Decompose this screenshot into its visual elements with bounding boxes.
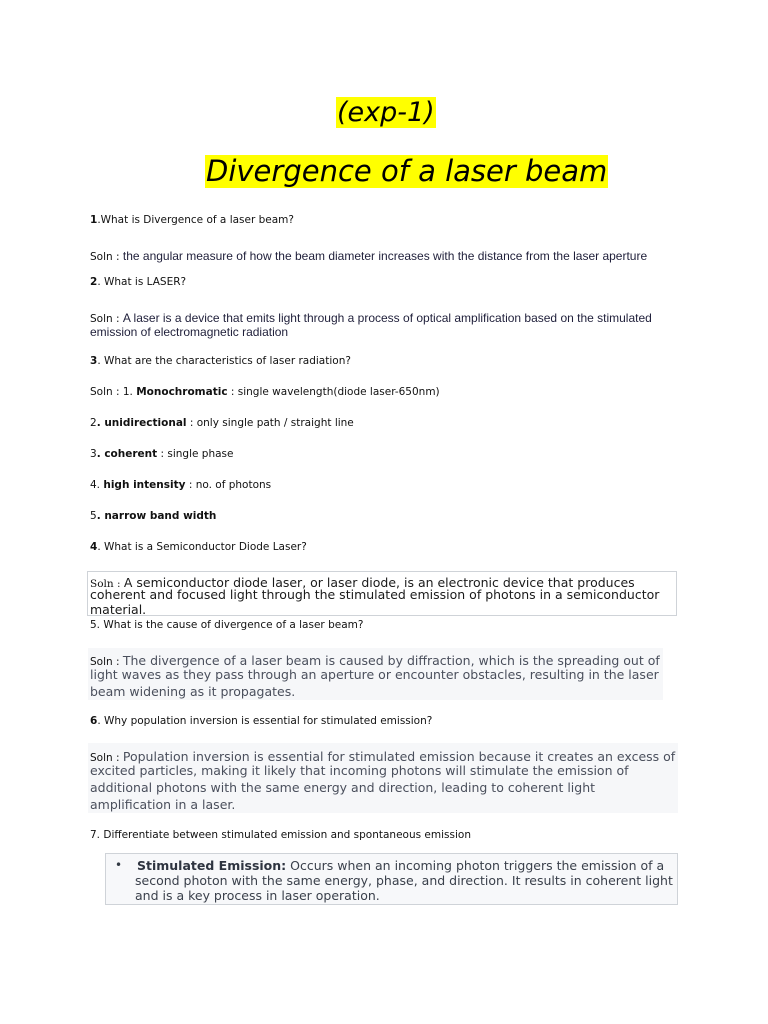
answer-4-line-3: material.	[90, 602, 147, 617]
soln-label: Soln :	[90, 656, 123, 668]
soln-label: Soln :	[90, 386, 123, 398]
characteristic-3-number: 3	[90, 448, 97, 460]
soln-label: Soln :	[90, 251, 123, 263]
answer-2-line-1: A laser is a device that emits light through a process of optical amplification based on the stimulated	[122, 311, 652, 325]
soln-label: Soln :	[90, 313, 123, 325]
question-3-text: . What are the characteristics of laser radiation?	[97, 355, 351, 367]
answer-7-line-3: and is a key process in laser operation.	[135, 888, 380, 903]
answer-6-line-1: Population inversion is essential for stimulated emission because it creates an excess of	[122, 749, 676, 764]
answer-6-line-3: additional photons with the same energy and direction, leading to coherent light	[90, 780, 596, 795]
answer-7-line-1	[137, 858, 664, 873]
characteristic-2-desc: : only single path / straight line	[186, 417, 354, 429]
characteristic-1-term: Monochromatic	[136, 386, 228, 398]
question-1-number: 1	[90, 214, 98, 226]
answer-2-line-2: emission of electromagnetic radiation	[90, 325, 289, 339]
answer-1	[90, 245, 647, 264]
answer-4-line-1: A semiconductor diode laser, or laser diode, is an electronic device that produces	[123, 575, 635, 590]
characteristic-1	[90, 386, 440, 398]
characteristic-4	[90, 479, 271, 491]
question-2	[90, 276, 186, 288]
characteristic-1-desc: : single wavelength(diode laser-650nm)	[227, 386, 440, 398]
bullet-icon: •	[115, 858, 123, 872]
question-2-text: . What is LASER?	[97, 276, 187, 288]
soln-label: Soln :	[90, 752, 123, 764]
answer-7-term: Stimulated Emission	[137, 858, 282, 873]
question-6-text: . Why population inversion is essential for stimulated emission?	[97, 715, 433, 727]
answer-6-line-4: amplification in a laser.	[90, 797, 236, 812]
answer-5-line-3: beam widening as it propagates.	[90, 684, 296, 699]
characteristic-5	[90, 510, 216, 522]
characteristic-5-term: . narrow band width	[96, 510, 217, 522]
question-5: 5. What is the cause of divergence of a laser beam?	[90, 619, 364, 631]
soln-label: Soln :	[90, 578, 124, 590]
question-3-number: 3	[90, 355, 98, 367]
question-6	[90, 715, 432, 727]
question-2-number: 2	[90, 276, 98, 288]
answer-6-line-2: excited particles, making it likely that incoming photons will stimulate the emission of	[90, 763, 629, 778]
characteristic-2-term: . unidirectional	[96, 417, 187, 429]
answer-4-line-2: coherent and focused light through the stimulated emission of photons in a semiconductor	[90, 587, 660, 602]
characteristic-4-number: 4.	[90, 479, 104, 491]
experiment-label: (exp-1)	[337, 97, 435, 128]
answer-2	[90, 307, 652, 326]
characteristic-4-term: high intensity	[103, 479, 186, 491]
characteristic-1-number: 1.	[122, 386, 137, 398]
answer-7-line-2: second photon with the same energy, phase, and direction. It results in coherent light	[135, 873, 673, 888]
page-title: Divergence of a laser beam	[206, 154, 608, 188]
answer-7-colon: :	[281, 858, 287, 873]
question-7: 7. Differentiate between stimulated emission and spontaneous emission	[90, 829, 471, 841]
answer-5-line-2: light waves as they pass through an aperture or encounter obstacles, resulting in the laser	[90, 667, 659, 682]
characteristic-2	[90, 417, 354, 429]
question-6-number: 6	[90, 715, 98, 727]
answer-1-text: the angular measure of how the beam diameter increases with the distance from the laser aperture	[122, 249, 648, 263]
characteristic-5-number: 5	[90, 510, 97, 522]
question-4-text: . What is a Semiconductor Diode Laser?	[97, 541, 307, 553]
question-3	[90, 355, 351, 367]
question-4-number: 4	[90, 541, 98, 553]
question-1	[90, 214, 294, 226]
characteristic-3	[90, 448, 234, 460]
characteristic-3-desc: : single phase	[157, 448, 234, 460]
characteristic-4-desc: : no. of photons	[185, 479, 272, 491]
characteristic-2-number: 2	[90, 417, 97, 429]
answer-7-desc-1: Occurs when an incoming photon triggers the emission of a	[286, 858, 665, 873]
answer-5-line-1: The divergence of a laser beam is caused by diffraction, which is the spreading out of	[122, 653, 660, 668]
question-1-text: .What is Divergence of a laser beam?	[97, 214, 294, 226]
characteristic-3-term: . coherent	[96, 448, 158, 460]
question-4	[90, 541, 307, 553]
